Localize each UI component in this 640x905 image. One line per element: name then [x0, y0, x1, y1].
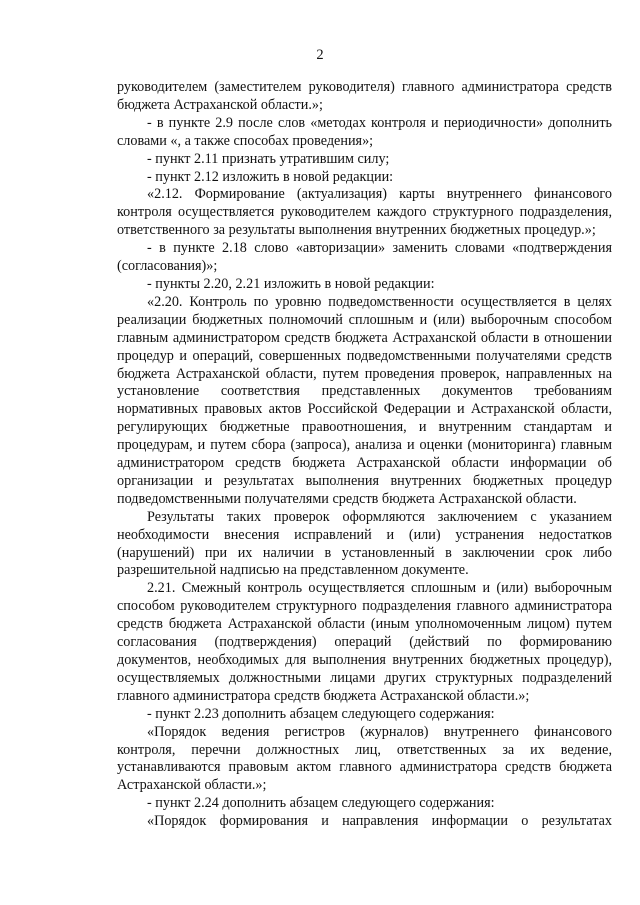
paragraph-quote-results-info: «Порядок формирования и направления информации о результатах: [147, 813, 612, 830]
document-body: [117, 79, 612, 831]
paragraph-continuation: руководителем (заместителем руководителя) главного администратора средств бюджета Астраханской области.»;: [117, 79, 612, 113]
paragraph-quote-2-21: 2.21. Смежный контроль осуществляется сплошным и (или) выборочным способом руководителем структурного подразделения главного администратора средств бюджета Астраханской области (иным уполномоченным лицом) путем согласования (подтверждения) операций (действий по формированию документов, необходимых для выполнения внутренних бюджетных процедур), осуществляемых должностными лицами других структурных подразделений главного администратора средств бюджета Астраханской области.»;: [117, 580, 612, 704]
paragraph-item-2-9: - в пункте 2.9 после слов «методах контроля и периодичности» дополнить словами «, а также способах проведения»;: [117, 114, 612, 149]
paragraph-inspection-results: Результаты таких проверок оформляются заключением с указанием необходимости внесения исправлений и (или) устранения недостатков (нарушений) при их наличии в установленный в заключении срок либо разрешительной надписью на представленном документе.: [117, 508, 612, 579]
paragraph-item-2-24: - пункт 2.24 дополнить абзацем следующего содержания:: [147, 795, 495, 812]
paragraph-quote-2-12: «2.12. Формирование (актуализация) карты внутреннего финансового контроля осуществляется руководителем каждого структурного подразделения, ответственного за результаты выполнения внутренних бюджетных процедур.»;: [117, 186, 612, 239]
paragraph-item-2-23: - пункт 2.23 дополнить абзацем следующего содержания:: [147, 705, 495, 722]
paragraph-item-2-18: - в пункте 2.18 слово «авторизации» заменить словами «подтверждения (согласования)»;: [117, 240, 612, 275]
paragraph-items-2-20-2-21: - пункты 2.20, 2.21 изложить в новой редакции:: [147, 275, 435, 292]
page-number: 2: [316, 47, 324, 63]
paragraph-item-2-11: - пункт 2.11 признать утратившим силу;: [147, 150, 390, 167]
paragraph-item-2-12: - пункт 2.12 изложить в новой редакции:: [147, 168, 394, 185]
paragraph-quote-registers: «Порядок ведения регистров (журналов) внутреннего финансового контроля, перечни должностных лиц, ответственных за их ведение, устанавливаются правовым актом главного администратора средств бюджета Астраханской области.»;: [117, 723, 612, 794]
paragraph-quote-2-20: «2.20. Контроль по уровню подведомственности осуществляется в целях реализации бюджетных полномочий сплошным и (или) выборочным способом главным администратором средств бюджета Астраханской области в отношении процедур и операций, совершенных подведомственными получателями средств бюджета Астраханской области, путем проведения проверок, направленных на установление соответствия представленных документов требованиям нормативных правовых актов Российской Федерации и Астраханской области, регулирующих бюджетные правоотношения, и внутренним стандартам и процедурам, и путем сбора (запроса), анализа и оценки (мониторинга) главным администратором средств бюджета Астраханской области информации об организации и результатах выполнения внутренних бюджетных процедур подведомственными получателями средств бюджета Астраханской области.: [117, 293, 612, 507]
